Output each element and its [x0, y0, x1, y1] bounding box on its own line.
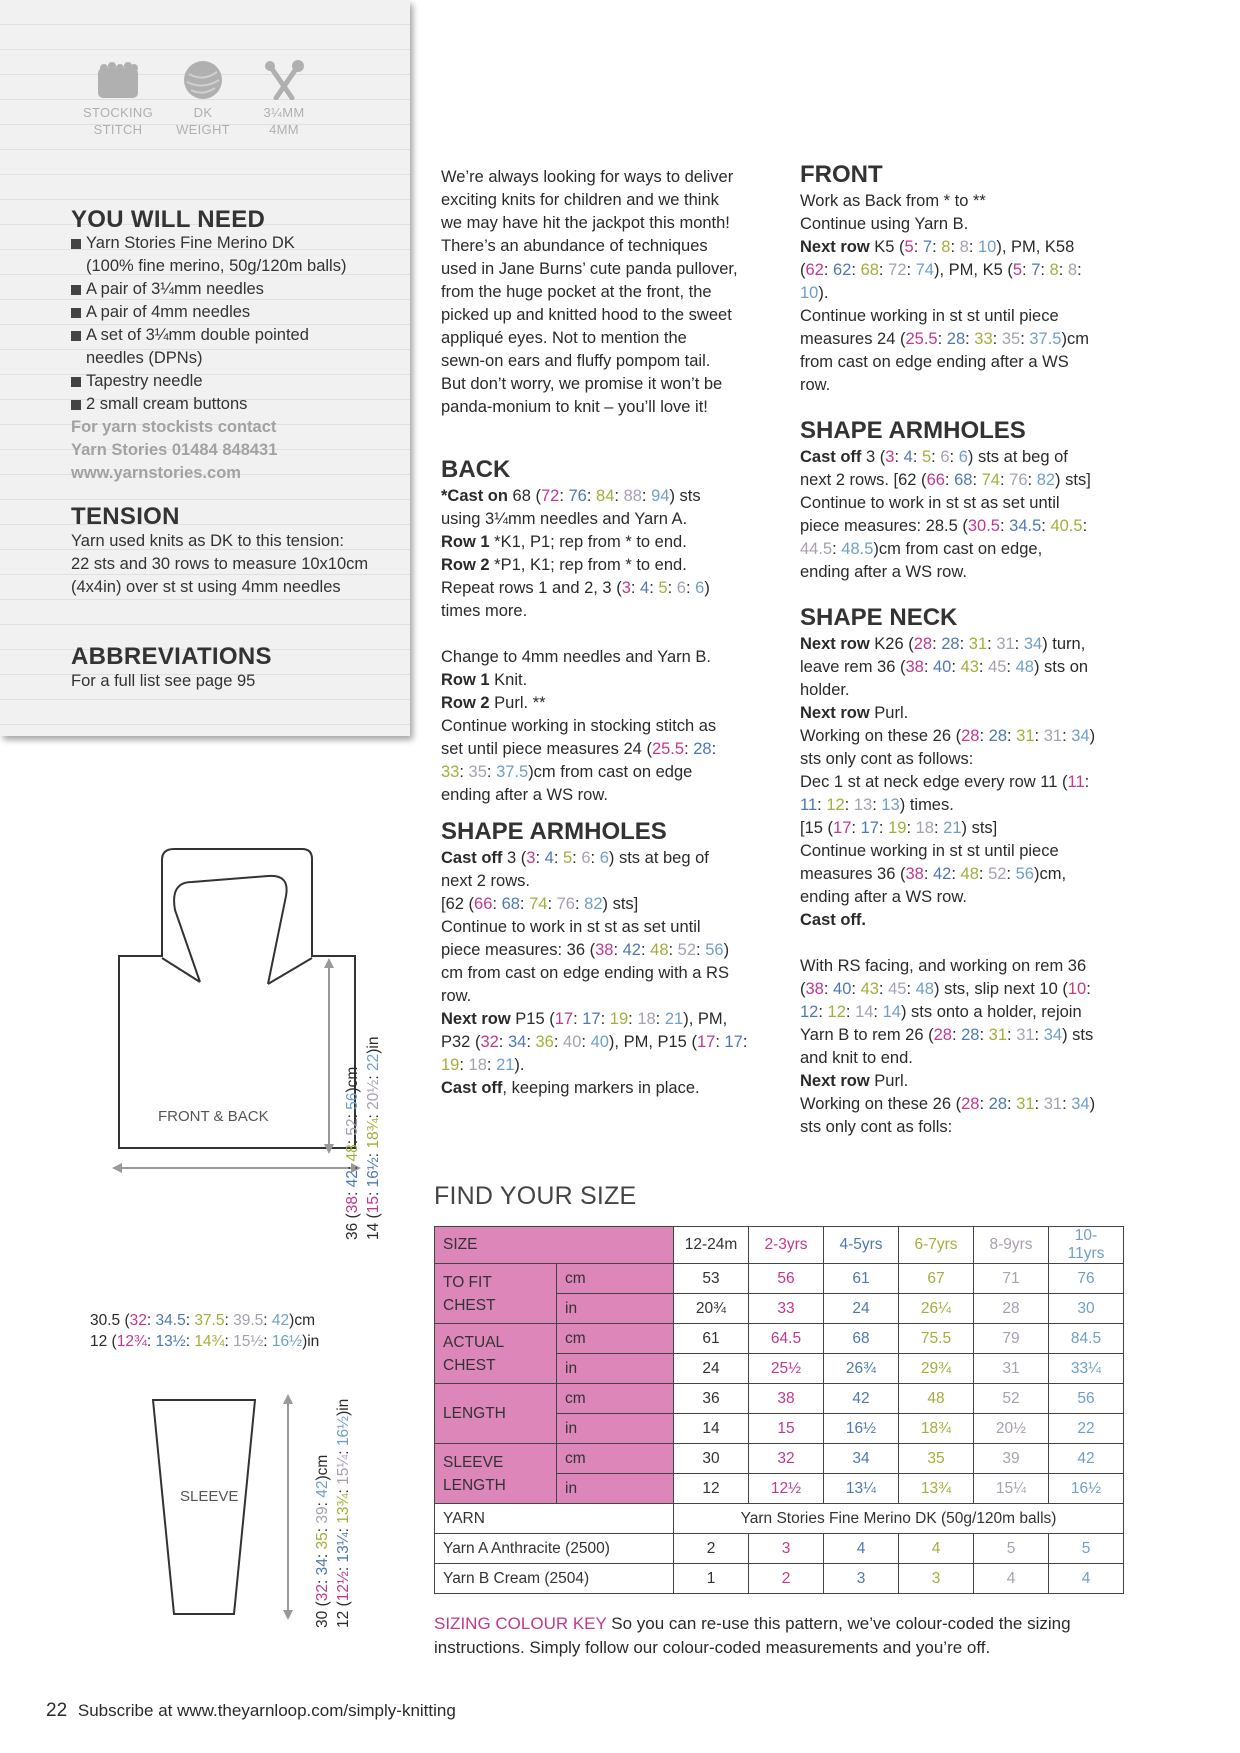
table-cell: 25½: [749, 1354, 824, 1384]
size-col-header: 6-7yrs: [899, 1227, 974, 1264]
intro-line: appliqué eyes. Not to mention the: [441, 329, 687, 347]
front-heading: FRONT: [800, 161, 883, 188]
intro-line: We’re always looking for ways to deliver: [441, 168, 734, 186]
front-armholes-instructions: Cast off 3 (3: 4: 5: 6: 6) sts at beg of next 2 rows. [62 (66: 68: 74: 76: 82) sts] Continue to work in st st as set until piece measures: 28.5 (30.5: 34.5: 40.5: 44.5: 48.5)cm from cast on edge, ending after a WS row.: [800, 448, 1091, 581]
tension-line: Yarn used knits as DK to this tension:: [71, 532, 344, 550]
body-height-dimension: 36 (38: 42: 48: 52: 56)cm 14 (15: 16½: 18¾: 20½: 22)in: [344, 1036, 382, 1240]
table-cell: 52: [974, 1384, 1049, 1414]
list-item-cont: needles (DPNs): [86, 349, 203, 367]
stockist-text: For yarn stockists contact: [71, 418, 277, 436]
abbreviations-heading: ABBREVIATIONS: [71, 643, 272, 670]
colour-key-text: So you can re-use this pattern, we’ve colour-coded the sizing instructions. Simply follow our colour-coded measurements and you’re off.: [434, 1614, 1071, 1657]
page-number: 22: [46, 1700, 68, 1721]
intro-line: sewn-on ears and fluffy pompom tail.: [441, 352, 711, 370]
intro-line: exciting knits for children and we think: [441, 191, 719, 209]
table-cell: 30: [1049, 1294, 1124, 1324]
size-table: [434, 1226, 1124, 1594]
icon-label: STOCKING: [82, 105, 154, 120]
table-cell: 42: [1049, 1444, 1124, 1474]
table-cell: 33: [749, 1294, 824, 1324]
table-cell: 28: [974, 1294, 1049, 1324]
table-cell: 35: [899, 1444, 974, 1474]
table-cell: 64.5: [749, 1324, 824, 1354]
table-cell: 30: [674, 1444, 749, 1474]
list-item: A set of 3¼mm double pointed: [71, 324, 401, 347]
intro-text: [441, 166, 786, 419]
table-cell: 4: [824, 1534, 899, 1564]
yarn-label: YARN: [435, 1504, 674, 1534]
table-cell: 39: [974, 1444, 1049, 1474]
sleeve-label: SLEEVE: [180, 1488, 239, 1505]
table-cell: 5: [974, 1534, 1049, 1564]
table-cell: 42: [824, 1384, 899, 1414]
table-cell: 2: [749, 1564, 824, 1594]
schematic-diagrams: [0, 0, 420, 1680]
list-item: Yarn Stories Fine Merino DK: [71, 232, 401, 255]
table-cell: 33¼: [1049, 1354, 1124, 1384]
abbreviations-text: For a full list see page 95: [71, 672, 256, 690]
icon-label: WEIGHT: [176, 122, 230, 137]
stockist-phone: Yarn Stories 01484 848431: [71, 441, 278, 459]
table-cell: 56: [1049, 1384, 1124, 1414]
icon-label: DK: [193, 105, 213, 120]
page-footer: [46, 1700, 456, 1722]
icon-label: 4MM: [269, 122, 299, 137]
right-column: [800, 160, 1145, 1139]
intro-line: we may have hit the jackpot this month!: [441, 214, 730, 232]
table-row: [435, 1564, 1124, 1594]
unit-cell: in: [557, 1294, 674, 1324]
table-cell: 4: [899, 1534, 974, 1564]
table-cell: 24: [674, 1354, 749, 1384]
middle-column: [441, 166, 786, 1100]
list-item: 2 small cream buttons: [71, 393, 401, 416]
size-col-header: 2-3yrs: [749, 1227, 824, 1264]
front-neck-instructions: Next row K26 (28: 28: 31: 31: 34) turn, leave rem 36 (38: 40: 43: 45: 48) sts on holder. Next row Purl. Working on these 26 (28: 28: 31: 31: 34) sts only cont as follows: Dec 1 st at neck edge every row 11 (11: 11: 12: 13: 13) times. [15 (17: 17: 19: 18: 21) sts] Continue working in st st until piece measures 36 (38: 42: 48: 52: 56)cm, ending after a WS row. Cast off. With RS facing, and working on rem 36 (38: 40: 43: 45: 48) sts, slip next 10 (10: 12: 12: 14: 14) sts onto a holder, rejoin Yarn B to rem 26 (28: 28: 31: 31: 34) sts and knit to end. Next row Purl. Working on these 26 (28: 28: 31: 31: 34) sts only cont as folls:: [800, 635, 1096, 1136]
table-cell: 24: [824, 1294, 899, 1324]
you-will-need-heading: YOU WILL NEED: [71, 206, 266, 233]
table-cell: 16½: [824, 1414, 899, 1444]
list-item: A pair of 3¼mm needles: [71, 278, 401, 301]
unit-cell: in: [557, 1414, 674, 1444]
table-cell: 2: [674, 1534, 749, 1564]
table-row: [435, 1324, 1124, 1354]
colour-key-heading: SIZING COLOUR KEY: [434, 1614, 607, 1633]
table-cell: 32: [749, 1444, 824, 1474]
table-row: [435, 1384, 1124, 1414]
icon-label: 3¼MM: [263, 105, 305, 120]
table-cell: 36: [674, 1384, 749, 1414]
table-row: [435, 1227, 1124, 1264]
table-cell: 31: [974, 1354, 1049, 1384]
table-row: [435, 1264, 1124, 1294]
size-col-header: 4-5yrs: [824, 1227, 899, 1264]
table-cell: 18¾: [899, 1414, 974, 1444]
table-cell: 12½: [749, 1474, 824, 1504]
unit-cell: cm: [557, 1264, 674, 1294]
table-cell: 26¼: [899, 1294, 974, 1324]
table-cell: 16½: [1049, 1474, 1124, 1504]
table-cell: 48: [899, 1384, 974, 1414]
table-cell: 13¼: [824, 1474, 899, 1504]
size-col-header: 12-24m: [674, 1227, 749, 1264]
size-header-cell: SIZE: [435, 1227, 674, 1264]
row-label: TO FIT CHEST: [435, 1264, 557, 1324]
table-cell: 15¼: [974, 1474, 1049, 1504]
list-item: A pair of 4mm needles: [71, 301, 401, 324]
table-cell: 13¾: [899, 1474, 974, 1504]
table-cell: 3: [899, 1564, 974, 1594]
table-cell: 38: [749, 1384, 824, 1414]
tension-line: (4x4in) over st st using 4mm needles: [71, 578, 341, 596]
sleeve-schematic: [153, 1400, 255, 1614]
table-cell: 5: [1049, 1534, 1124, 1564]
unit-cell: cm: [557, 1384, 674, 1414]
table-cell: 67: [899, 1264, 974, 1294]
unit-cell: in: [557, 1474, 674, 1504]
table-row: [435, 1444, 1124, 1474]
table-cell: 29¾: [899, 1354, 974, 1384]
unit-cell: in: [557, 1354, 674, 1384]
intro-line: from the huge pocket at the front, the: [441, 283, 712, 301]
table-cell: 79: [974, 1324, 1049, 1354]
unit-cell: cm: [557, 1324, 674, 1354]
table-cell: 71: [974, 1264, 1049, 1294]
sizing-colour-key: [434, 1612, 1144, 1660]
table-cell: 3: [749, 1534, 824, 1564]
table-cell: 75.5: [899, 1324, 974, 1354]
table-cell: 61: [824, 1264, 899, 1294]
table-cell: 61: [674, 1324, 749, 1354]
back-heading: BACK: [441, 456, 511, 483]
intro-line: picked up and knitted hood to the sweet: [441, 306, 732, 324]
table-row: [435, 1504, 1124, 1534]
front-neck-heading: SHAPE NECK: [800, 604, 958, 631]
table-cell: 4: [1049, 1564, 1124, 1594]
table-cell: 4: [974, 1564, 1049, 1594]
hood-inner-outline: [174, 876, 287, 984]
stockist-link[interactable]: www.yarnstories.com: [71, 464, 241, 482]
unit-cell: cm: [557, 1444, 674, 1474]
yarn-description: Yarn Stories Fine Merino DK (50g/120m balls): [674, 1504, 1124, 1534]
yarn-b-label: Yarn B Cream (2504): [435, 1564, 674, 1594]
table-cell: 15: [749, 1414, 824, 1444]
table-cell: 68: [824, 1324, 899, 1354]
table-row: [435, 1534, 1124, 1564]
intro-line: But don’t worry, we promise it won’t be: [441, 375, 723, 393]
yarn-a-label: Yarn A Anthracite (2500): [435, 1534, 674, 1564]
list-item-cont: (100% fine merino, 50g/120m balls): [86, 257, 347, 275]
subscribe-link[interactable]: Subscribe at www.theyarnloop.com/simply-knitting: [77, 1701, 456, 1720]
tension-line: 22 sts and 30 rows to measure 10x10cm: [71, 555, 369, 573]
table-cell: 26¾: [824, 1354, 899, 1384]
list-item: Tapestry needle: [71, 370, 401, 393]
size-col-header: 8-9yrs: [974, 1227, 1049, 1264]
find-your-size-title: FIND YOUR SIZE: [434, 1182, 637, 1210]
intro-line: There’s an abundance of techniques: [441, 237, 708, 255]
front-armholes-heading: SHAPE ARMHOLES: [800, 417, 1026, 444]
table-cell: 14: [674, 1414, 749, 1444]
table-cell: 56: [749, 1264, 824, 1294]
table-cell: 3: [824, 1564, 899, 1594]
table-cell: 22: [1049, 1414, 1124, 1444]
body-width-dimension: 30.5 (32: 34.5: 37.5: 39.5: 42)cm 12 (12¾: 13½: 14¾: 15½: 16½)in: [90, 1312, 320, 1350]
back-armholes-instructions: Cast off 3 (3: 4: 5: 6: 6) sts at beg of next 2 rows. [62 (66: 68: 74: 76: 82) sts] Continue to work in st st as set until piece measures: 36 (38: 42: 48: 52: 56) cm from cast on edge ending with a RS row. Next row P15 (17: 17: 19: 18: 21), PM, P32 (32: 34: 36: 40: 40), PM, P15 (17: 17: 19: 18: 21). Cast off, keeping markers in place.: [441, 849, 748, 1097]
table-cell: 20¾: [674, 1294, 749, 1324]
table-cell: 1: [674, 1564, 749, 1594]
size-col-header: 10-11yrs: [1049, 1227, 1124, 1264]
row-label: LENGTH: [435, 1384, 557, 1444]
front-back-label: FRONT & BACK: [158, 1108, 269, 1125]
row-label: ACTUAL CHEST: [435, 1324, 557, 1384]
table-cell: 76: [1049, 1264, 1124, 1294]
row-label: SLEEVE LENGTH: [435, 1444, 557, 1504]
table-cell: 12: [674, 1474, 749, 1504]
back-instructions: *Cast on 68 (72: 76: 84: 88: 94) sts using 3¼mm needles and Yarn A. Row 1 *K1, P1; rep from * to end. Row 2 *P1, K1; rep from * to end. Repeat rows 1 and 2, 3 (3: 4: 5: 6: 6) times more. Change to 4mm needles and Yarn B. Row 1 Knit. Row 2 Purl. ** Continue working in stocking stitch as set until piece measures 24 (25.5: 28: 33: 35: 37.5)cm from cast on edge ending after a WS row.: [441, 487, 717, 804]
tension-heading: TENSION: [71, 503, 180, 530]
front-instructions: Work as Back from * to ** Continue using Yarn B. Next row K5 (5: 7: 8: 8: 10), PM, K58 (62: 62: 68: 72: 74), PM, K5 (5: 7: 8: 8: 10). Continue working in st st until piece measures 24 (25.5: 28: 33: 35: 37.5)cm from cast on edge ending after a WS row.: [800, 192, 1089, 394]
table-cell: 53: [674, 1264, 749, 1294]
back-armholes-heading: SHAPE ARMHOLES: [441, 818, 667, 845]
sleeve-length-dimension: 30 (32: 34: 35: 39: 42)cm 12 (12½: 13¼: 13¾: 15¼: 16½)in: [314, 1398, 352, 1628]
table-cell: 20½: [974, 1414, 1049, 1444]
table-cell: 34: [824, 1444, 899, 1474]
intro-line: used in Jane Burns’ cute panda pullover,: [441, 260, 738, 278]
icon-label: STITCH: [93, 122, 143, 137]
table-cell: 84.5: [1049, 1324, 1124, 1354]
front-back-schematic: [119, 849, 355, 1148]
intro-line: panda-monium to knit – you’ll love it!: [441, 398, 708, 416]
